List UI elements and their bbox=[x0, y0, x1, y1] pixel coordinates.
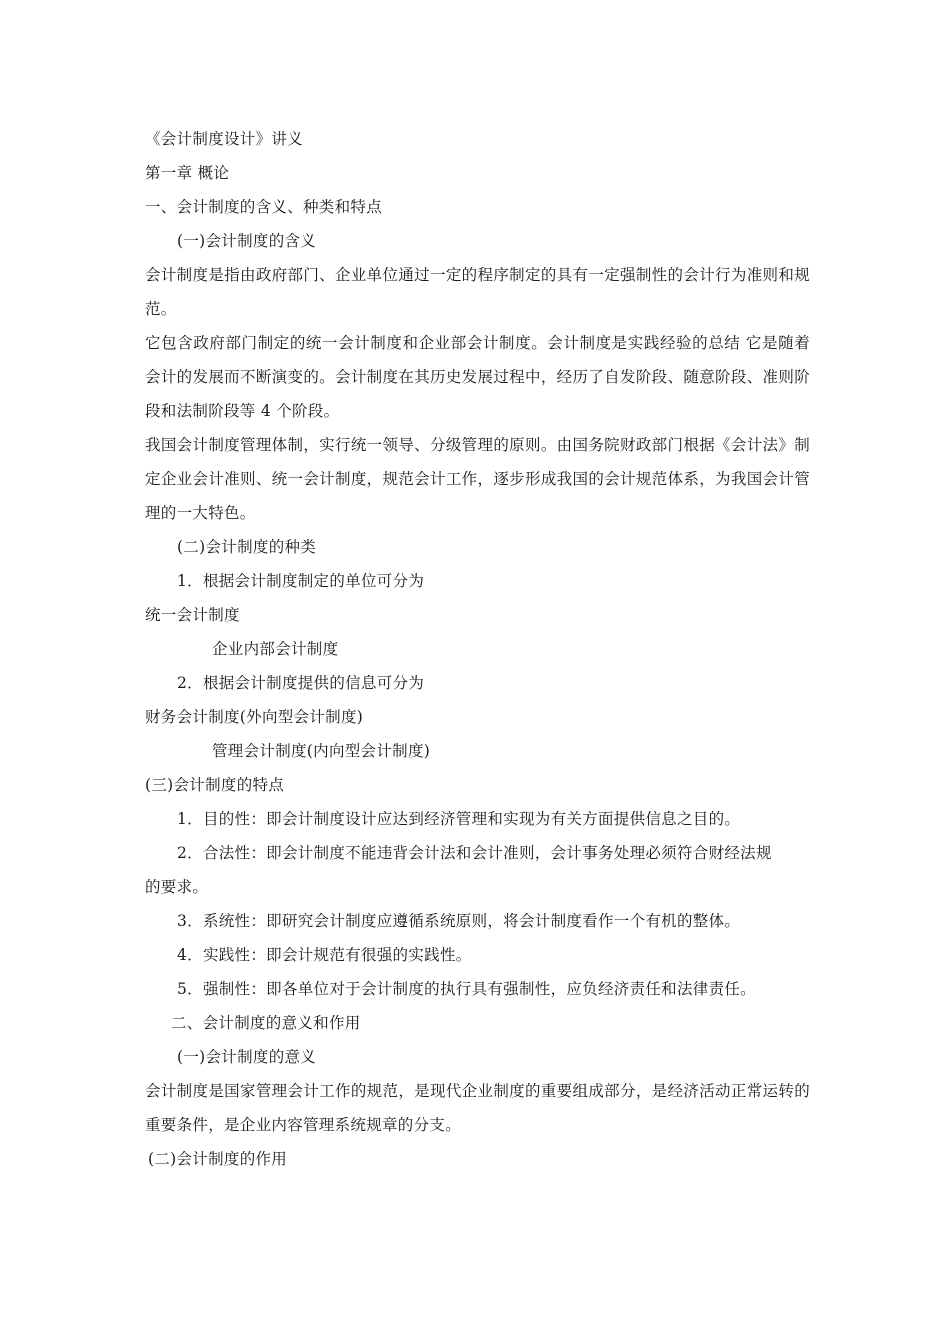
subsection-heading: (一)会计制度的意义 bbox=[177, 1048, 317, 1066]
subsection-heading: (一)会计制度的含义 bbox=[177, 232, 317, 250]
subsection-heading: (三)会计制度的特点 bbox=[145, 776, 285, 794]
document-title: 《会计制度设计》讲义 bbox=[145, 130, 304, 148]
list-item: 1．根据会计制度制定的单位可分为 bbox=[177, 572, 425, 590]
list-subitem: 企业内部会计制度 bbox=[212, 640, 339, 658]
list-item: 3．系统性：即研究会计制度应遵循系统原则，将会计制度看作一个有机的整体。 bbox=[177, 912, 741, 930]
subsection-heading: (二)会计制度的作用 bbox=[148, 1150, 288, 1168]
section-heading: 一、会计制度的含义、种类和特点 bbox=[145, 198, 383, 216]
list-item: 5．强制性：即各单位对于会计制度的执行具有强制性，应负经济责任和法律责任。 bbox=[177, 980, 756, 998]
list-item: 2．根据会计制度提供的信息可分为 bbox=[177, 674, 425, 692]
list-subitem: 财务会计制度(外向型会计制度) bbox=[145, 708, 364, 726]
chapter-heading: 第一章 概论 bbox=[145, 164, 230, 182]
paragraph: 会计制度是国家管理会计工作的规范，是现代企业制度的重要组成部分，是经济活动正常运转的重要条件，是企业内容管理系统规章的分支。 bbox=[145, 1082, 810, 1134]
paragraph: 我国会计制度管理体制，实行统一领导、分级管理的原则。由国务院财政部门根据《会计法》制定企业会计准则、统一会计制度，规范会计工作，逐步形成我国的会计规范体系，为我国会计管理的一大特色。 bbox=[145, 436, 810, 522]
list-item: 4．实践性：即会计规范有很强的实践性。 bbox=[177, 946, 472, 964]
list-item: 1．目的性：即会计制度设计应达到经济管理和实现为有关方面提供信息之目的。 bbox=[177, 810, 741, 828]
section-heading: 二、会计制度的意义和作用 bbox=[171, 1014, 361, 1032]
list-subitem: 管理会计制度(内向型会计制度) bbox=[212, 742, 431, 760]
document-body bbox=[145, 122, 810, 1176]
list-item-continuation: 的要求。 bbox=[145, 878, 209, 896]
paragraph: 它包含政府部门制定的统一会计制度和企业部会计制度。会计制度是实践经验的总结 它是随着会计的发展而不断演变的。会计制度在其历史发展过程中，经历了自发阶段、随意阶段、准则阶段和法制阶段等 4 个阶段。 bbox=[145, 334, 810, 420]
list-item: 2．合法性：即会计制度不能违背会计法和会计准则，会计事务处理必须符合财经法规 bbox=[177, 844, 772, 862]
subsection-heading: (二)会计制度的种类 bbox=[177, 538, 317, 556]
paragraph: 会计制度是指由政府部门、企业单位通过一定的程序制定的具有一定强制性的会计行为准则和规范。 bbox=[145, 266, 810, 318]
list-subitem: 统一会计制度 bbox=[145, 606, 240, 624]
